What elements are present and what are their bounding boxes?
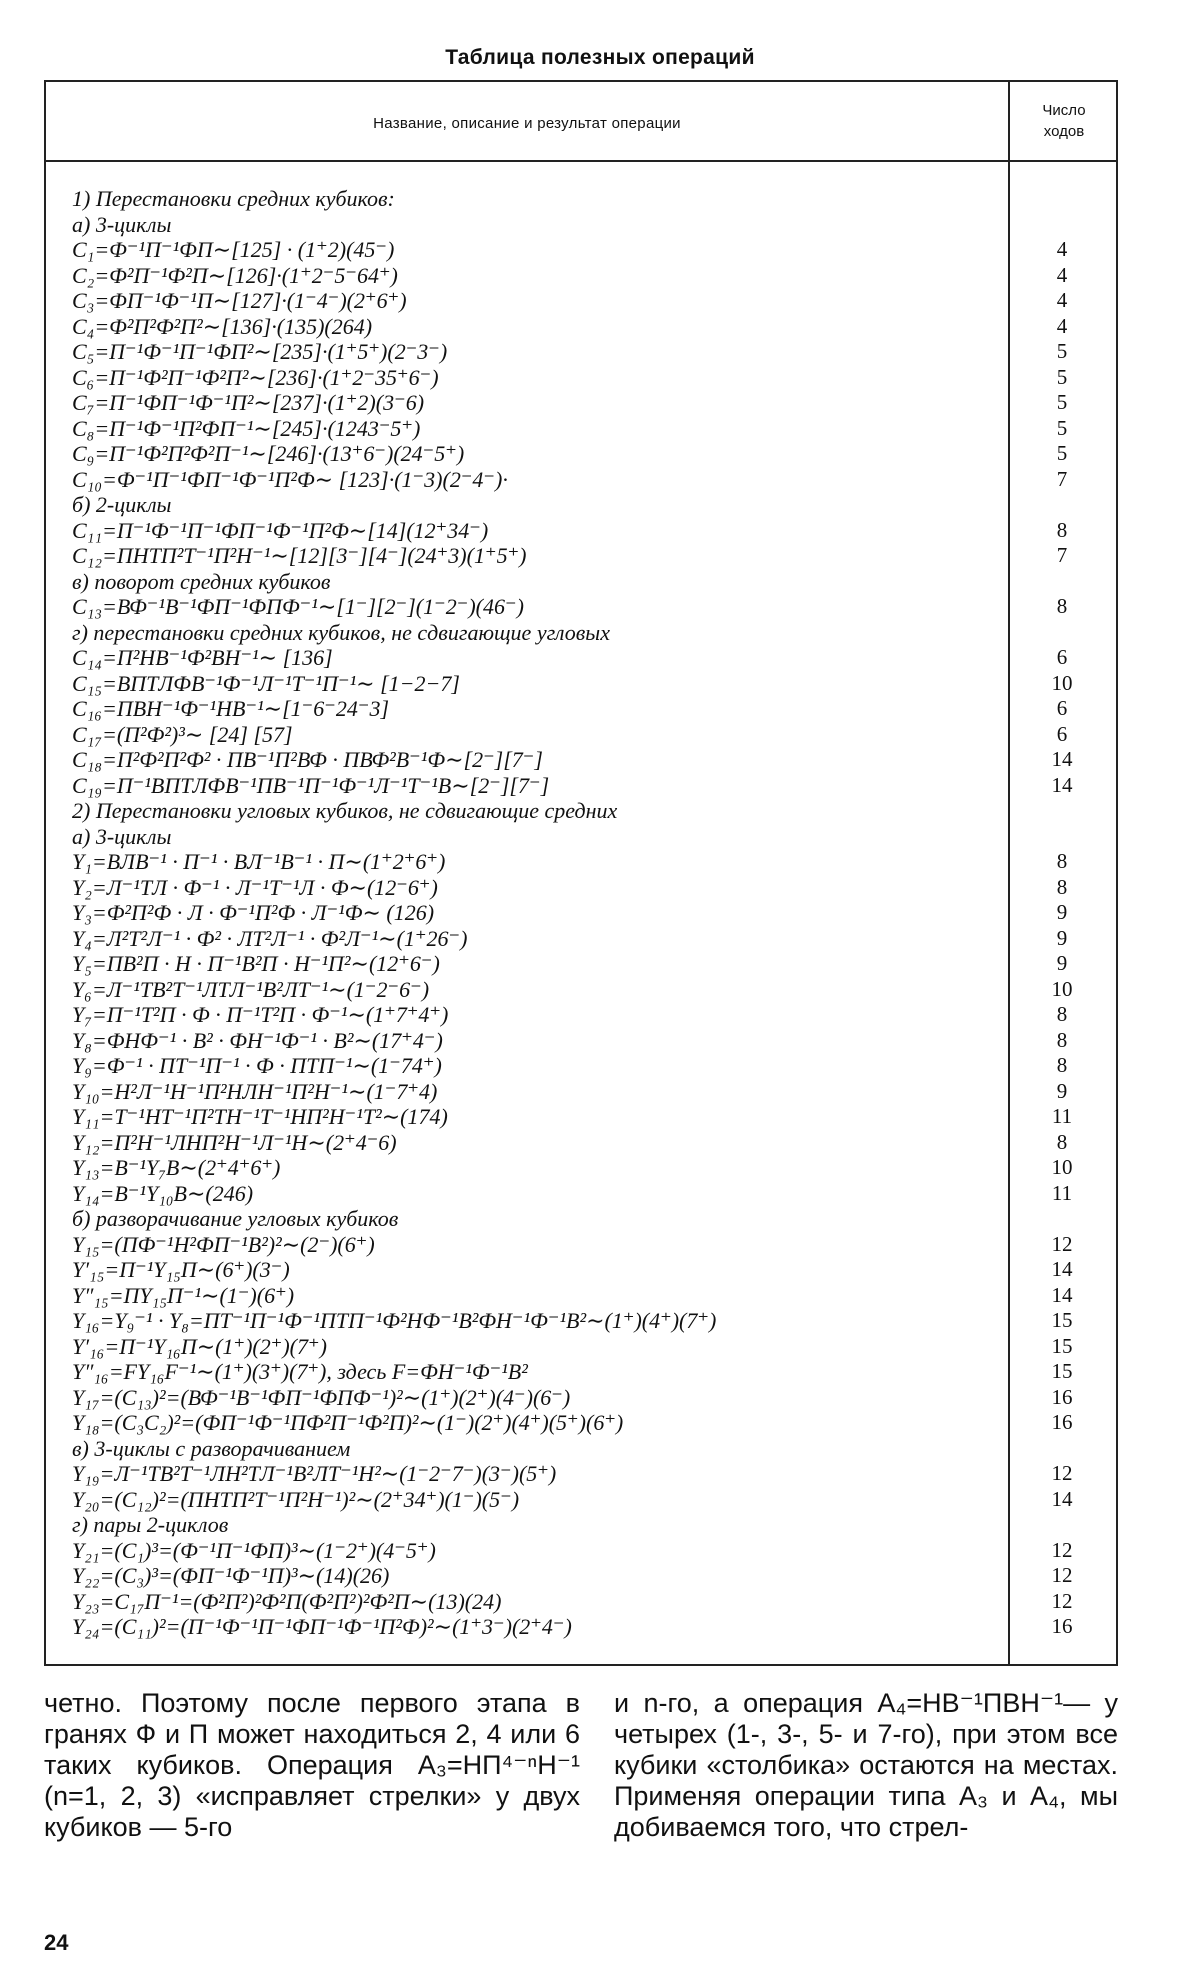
operation-text: C₂=Ф²П⁻¹Ф²П∼[126]·(1⁺2⁻5⁻64⁺) [72,262,398,288]
operation-text: C₁₉=П⁻¹ВПТЛФВ⁻¹ПВ⁻¹П⁻¹Ф⁻¹Л⁻¹Т⁻¹В∼[2⁻][7⁻] [72,772,550,798]
moves-count: 9 [1056,1078,1068,1103]
operation-text: C₁₁=П⁻¹Ф⁻¹П⁻¹ФП⁻¹Ф⁻¹П²Ф∼[14](12⁺34⁻) [72,517,489,543]
body-text-left [44,1688,580,1843]
operation-text: C₁₅=ВПТЛФВ⁻¹Ф⁻¹Л⁻¹Т⁻¹П⁻¹∼ [1−2−7] [72,670,460,696]
operation-text: C₆=П⁻¹Ф²П⁻¹Ф²П²∼[236]·(1⁺2⁻35⁺6⁻) [72,364,439,390]
operation-text: Y₅=ПВ²П · Н · П⁻¹В²П · Н⁻¹П²∼(12⁺6⁻) [72,951,440,976]
operation-text: C₁₇=(П²Ф²)³∼ [24] [57] [72,721,293,747]
operation-text: г) перестановки средних кубиков, не сдвигающие угловых [72,619,610,645]
moves-count: 12 [1051,1588,1073,1613]
moves-count: 16 [1051,1410,1073,1434]
operation-text: Y₁₇=(C₁₃)²=(ВФ⁻¹В⁻¹ФП⁻¹ФПФ⁻¹)²∼(1⁺)(2⁺)(4⁻)(6⁻) [72,1384,571,1410]
operation-text: 1) Перестановки средних кубиков: [72,186,395,211]
moves-count: 14 [1051,747,1073,771]
operation-text: Y₂₄=(C₁₁)²=(П⁻¹Ф⁻¹П⁻¹ФП⁻¹Ф⁻¹П²Ф)²∼(1⁺3⁻)(2⁺4⁻) [72,1614,572,1639]
moves-count: 8 [1056,1002,1068,1026]
moves-count: 12 [1051,1461,1073,1485]
operation-text: C₄=Ф²П²Ф²П²∼[136]·(135)(264) [72,313,373,339]
moves-count: 14 [1051,1257,1073,1281]
moves-count: 9 [1056,900,1068,924]
operation-text: Y₄=Л²Т²Л⁻¹ · Ф² · ЛТ²Л⁻¹ · Ф²Л⁻¹∼(1⁺26⁻) [72,925,468,951]
operations-table [44,80,1118,1666]
moves-count: 8 [1056,849,1068,873]
operation-text: Y₁₃=В⁻¹Y₇В∼(2⁺4⁺6⁺) [72,1155,281,1180]
operation-text: 2) Перестановки угловых кубиков, не сдвигающие средних [72,798,618,823]
moves-count: 12 [1051,1537,1073,1562]
moves-count: 12 [1051,1231,1073,1256]
operation-text: г) пары 2-циклов [72,1512,229,1537]
operation-text: Y₂₀=(C₁₂)²=(ПНТП²Т⁻¹П²Н⁻¹)²∼(2⁺34⁺)(1⁻)(5⁻) [72,1486,520,1512]
operation-text: Y″₁₆=FY₁₆F⁻¹∼(1⁺)(3⁺)(7⁺), здесь F=ФН⁻¹Ф⁻¹В² [72,1359,528,1384]
body-text-right [614,1688,1118,1843]
moves-count: 6 [1056,645,1068,669]
operation-text: C₃=ФП⁻¹Ф⁻¹П∼[127]·(1⁻4⁻)(2⁺6⁺) [72,288,407,313]
moves-count: 14 [1051,772,1073,797]
moves-count: 8 [1056,1129,1068,1154]
moves-count: 12 [1051,1563,1073,1587]
moves-count: 10 [1051,670,1073,695]
moves-count: 11 [1051,1180,1073,1205]
header-divider [46,160,1116,162]
operation-text: Y₁=ВЛВ⁻¹ · П⁻¹ · ВЛ⁻¹В⁻¹ · П∼(1⁺2⁺6⁺) [72,849,446,874]
operation-text: Y₁₂=П²Н⁻¹ЛНП²Н⁻¹Л⁻¹Н∼(2⁺4⁻6) [72,1129,397,1155]
operation-text: Y₈=ФНФ⁻¹ · В² · ФН⁻¹Ф⁻¹ · В²∼(17⁺4⁻) [72,1027,443,1053]
operation-text: C₈=П⁻¹Ф⁻¹П²ФП⁻¹∼[245]·(1243⁻5⁺) [72,415,421,441]
moves-count: 15 [1051,1359,1073,1383]
moves-count: 15 [1051,1308,1073,1332]
moves-count: 9 [1056,951,1068,975]
header-name: Название, описание и результат операции [373,115,681,132]
moves-count: 16 [1051,1614,1073,1638]
operation-text: C₁₆=ПВН⁻¹Ф⁻¹НВ⁻¹∼[1⁻6⁻24⁻3] [72,696,390,721]
operation-text: Y₉=Ф⁻¹ · ПТ⁻¹П⁻¹ · Ф · ПТП⁻¹∼(1⁻74⁺) [72,1053,442,1078]
operation-text: C₁₈=П²Ф²П²Ф² · ПВ⁻¹П²ВФ · ПВФ²В⁻¹Ф∼[2⁻][7⁻] [72,747,543,772]
moves-count: 8 [1056,1053,1068,1077]
operation-text: Y′₁₅=П⁻¹Y₁₅П∼(6⁺)(3⁻) [72,1257,290,1282]
moves-count: 8 [1056,517,1068,542]
moves-count: 6 [1056,721,1068,746]
operation-text: Y₇=П⁻¹Т²П · Ф · П⁻¹Т²П · Ф⁻¹∼(1⁺7⁺4⁺) [72,1002,449,1027]
operation-text: C₁₄=П²НВ⁻¹Ф²ВН⁻¹∼ [136] [72,645,333,670]
moves-count: 14 [1051,1486,1073,1511]
page-number: 24 [44,1930,69,1955]
body-paragraph-left: четно. Поэтому после первого этапа в гранях Ф и П может находиться 2, 4 или 6 таких кубиков. Операция A₃=НП⁴⁻ⁿН⁻¹ (n=1, 2, 3) «исправляет стрелки» у двух кубиков — 5-го [44,1688,580,1842]
moves-count: 8 [1056,594,1068,618]
operation-text: б) 2-циклы [72,492,172,517]
operation-text: C₉=П⁻¹Ф²П²Ф²П⁻¹∼[246]·(13⁺6⁻)(24⁻5⁺) [72,441,465,466]
moves-count: 4 [1056,262,1068,287]
moves-count: 5 [1056,441,1068,465]
moves-count: 6 [1056,696,1068,720]
moves-count: 9 [1056,925,1068,950]
moves-count: 7 [1056,543,1068,567]
moves-count: 8 [1056,874,1068,899]
header-moves-line1: Число [1042,102,1086,119]
moves-count: 10 [1051,1155,1073,1179]
operation-text: Y₃=Ф²П²Ф · Л · Ф⁻¹П²Ф · Л⁻¹Ф∼ (126) [72,900,435,925]
moves-count: 4 [1056,237,1068,261]
body-paragraph-right: и n-го, а операция A₄=НВ⁻¹ПВН⁻¹— у четырех (1-, 3-, 5- и 7-го), при этом все кубики «столбика» остаются на местах. Применяя операции типа A₃ и A₄, мы добиваемся того, что стрел- [614,1688,1118,1842]
operation-text: Y₂₁=(C₁)³=(Ф⁻¹П⁻¹ФП)³∼(1⁻2⁺)(4⁻5⁺) [72,1537,436,1563]
operation-text: Y₁₁=Т⁻¹НТ⁻¹П²ТН⁻¹Т⁻¹НП²Н⁻¹Т²∼(174) [72,1104,448,1129]
moves-count: 11 [1051,1104,1073,1128]
operation-text: Y₂₂=(C₃)³=(ФП⁻¹Ф⁻¹П)³∼(14)(26) [72,1563,390,1588]
operation-text: б) разворачивание угловых кубиков [72,1206,399,1231]
operation-text: в) 3-циклы с разворачиванием [72,1435,351,1461]
operation-text: C₅=П⁻¹Ф⁻¹П⁻¹ФП²∼[235]·(1⁺5⁺)(2⁻3⁻) [72,339,448,364]
operation-text: Y′₁₆=П⁻¹Y₁₆П∼(1⁺)(2⁺)(7⁺) [72,1333,327,1359]
operation-text: C₇=П⁻¹ФП⁻¹Ф⁻¹П²∼[237]·(1⁺2)(3⁻6) [72,390,425,415]
operation-text: в) поворот средних кубиков [72,568,331,594]
operation-text: C₁=Ф⁻¹П⁻¹ФП∼[125] · (1⁺2)(45⁻) [72,237,395,262]
operation-text: Y₁₉=Л⁻¹ТВ²Т⁻¹ЛН²ТЛ⁻¹В²ЛТ⁻¹Н²∼(1⁻2⁻7⁻)(3⁻)(5⁺) [72,1461,557,1486]
moves-count: 14 [1051,1282,1073,1307]
moves-count: 10 [1051,976,1073,1001]
moves-count: 4 [1056,313,1068,338]
moves-count: 5 [1056,364,1068,389]
moves-count: 4 [1056,288,1068,312]
operation-text: а) 3-циклы [72,823,172,849]
operation-text: Y₂=Л⁻¹ТЛ · Ф⁻¹ · Л⁻¹Т⁻¹Л · Ф∼(12⁻6⁺) [72,874,438,900]
operation-text: Y₆=Л⁻¹ТВ²Т⁻¹ЛТЛ⁻¹В²ЛТ⁻¹∼(1⁻2⁻6⁻) [72,976,430,1002]
moves-count: 7 [1056,466,1068,491]
operation-text: C₁₃=ВФ⁻¹В⁻¹ФП⁻¹ФПФ⁻¹∼[1⁻][2⁻](1⁻2⁻)(46⁻) [72,594,524,619]
operation-text: а) 3-циклы [72,211,172,237]
operation-text: Y₁₄=В⁻¹Y₁₀В∼(246) [72,1180,254,1206]
moves-count: 5 [1056,339,1068,363]
operation-text: Y₁₈=(C₃C₂)²=(ФП⁻¹Ф⁻¹ПФ²П⁻¹Ф²П)²∼(1⁻)(2⁺)(4⁺)(5⁺)(6⁺) [72,1410,624,1435]
operation-text: C₁₂=ПНТП²Т⁻¹П²Н⁻¹∼[12][3⁻][4⁻](24⁺3)(1⁺5⁺) [72,543,527,568]
moves-count: 15 [1051,1333,1073,1358]
operation-text: Y″₁₅=ПY₁₅П⁻¹∼(1⁻)(6⁺) [72,1282,295,1308]
header-moves [1010,100,1118,142]
header-moves-line2: ходов [1043,123,1085,140]
operation-text: C₁₀=Ф⁻¹П⁻¹ФП⁻¹Ф⁻¹П²Ф∼ [123]·(1⁻3)(2⁻4⁻)· [72,466,508,492]
operation-text: Y₁₅=(ПФ⁻¹Н²ФП⁻¹В²)²∼(2⁻)(6⁺) [72,1231,375,1257]
operation-text: Y₂₃=C₁₇П⁻¹=(Ф²П²)²Ф²П(Ф²П²)²Ф²П∼(13)(24) [72,1588,502,1614]
operation-text: Y₁₆=Y₉⁻¹ · Y₈=ПТ⁻¹П⁻¹Ф⁻¹ПТП⁻¹Ф²НФ⁻¹В²ФН⁻¹Ф⁻¹В²∼(1⁺)(4⁺)(7⁺) [72,1308,717,1333]
moves-count: 5 [1056,390,1068,414]
page-title: Таблица полезных операций [445,46,755,69]
moves-count: 8 [1056,1027,1068,1052]
moves-count: 5 [1056,415,1068,440]
moves-count: 16 [1051,1384,1073,1409]
operation-text: Y₁₀=Н²Л⁻¹Н⁻¹П²НЛН⁻¹П²Н⁻¹∼(1⁻7⁺4) [72,1078,438,1104]
